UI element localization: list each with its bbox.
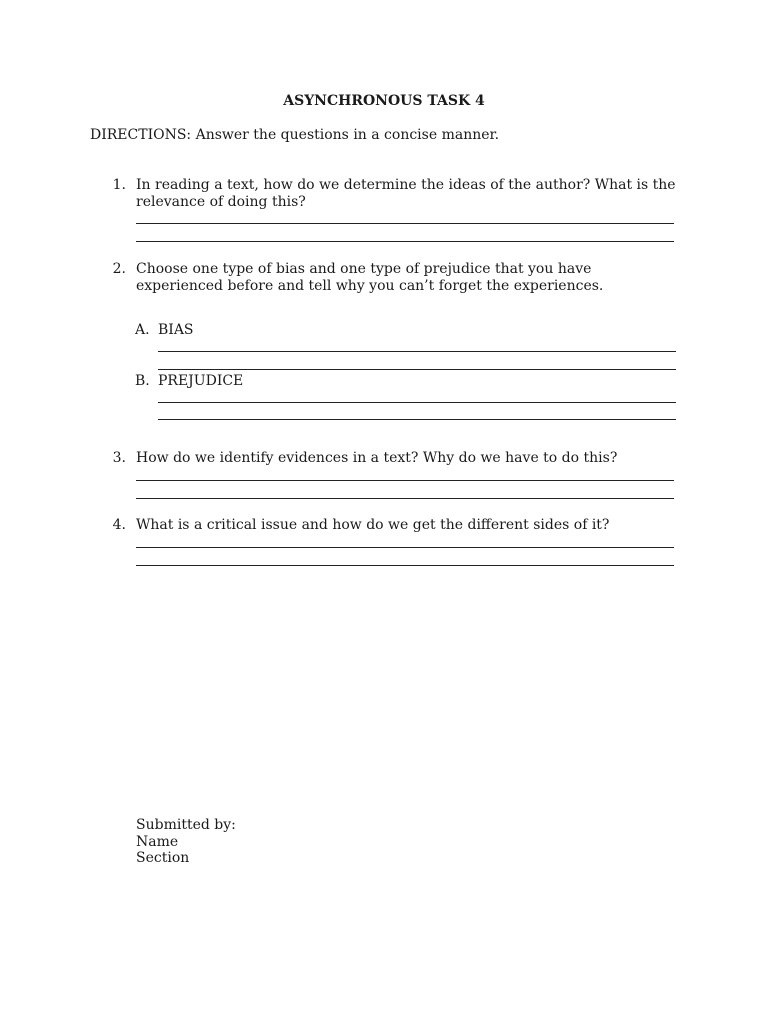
- section-label: Section: [136, 850, 190, 866]
- question-1-number: 1.: [112, 177, 126, 193]
- directions-text: DIRECTIONS: Answer the questions in a concise manner.: [90, 127, 500, 143]
- question-4-answer-line-2[interactable]: [136, 565, 674, 566]
- question-2b-letter: B.: [135, 373, 150, 389]
- submitted-by-label: Submitted by:: [136, 817, 236, 833]
- question-3-answer-line-1[interactable]: [136, 480, 674, 481]
- page-title: ASYNCHRONOUS TASK 4: [283, 93, 485, 109]
- question-2b-label: PREJUDICE: [158, 373, 244, 389]
- question-2b-answer-line-1[interactable]: [158, 402, 676, 403]
- submission-block: [136, 817, 236, 867]
- question-2-number: 2.: [112, 261, 126, 277]
- question-4-answer-line-1[interactable]: [136, 547, 674, 548]
- question-3-answer-line-2[interactable]: [136, 498, 674, 499]
- question-2a-letter: A.: [135, 322, 150, 338]
- question-2a-answer-line-1[interactable]: [158, 351, 676, 352]
- question-4-number: 4.: [112, 517, 126, 533]
- question-3-number: 3.: [112, 450, 126, 466]
- question-4-text: What is a critical issue and how do we get the different sides of it?: [136, 517, 610, 533]
- question-1-text: In reading a text, how do we determine the ideas of the author? What is the relevance of doing this?: [136, 177, 676, 210]
- name-label: Name: [136, 833, 179, 850]
- question-2a-label: BIAS: [158, 322, 194, 338]
- question-2a-answer-line-2[interactable]: [158, 369, 676, 370]
- question-2-text: Choose one type of bias and one type of prejudice that you have experienced before and tell why you can’t forget the experiences.: [136, 261, 604, 294]
- question-1-answer-line-2[interactable]: [136, 241, 674, 242]
- question-2b-answer-line-2[interactable]: [158, 419, 676, 420]
- question-1-answer-line-1[interactable]: [136, 223, 674, 224]
- question-3-text: How do we identify evidences in a text? Why do we have to do this?: [136, 450, 618, 466]
